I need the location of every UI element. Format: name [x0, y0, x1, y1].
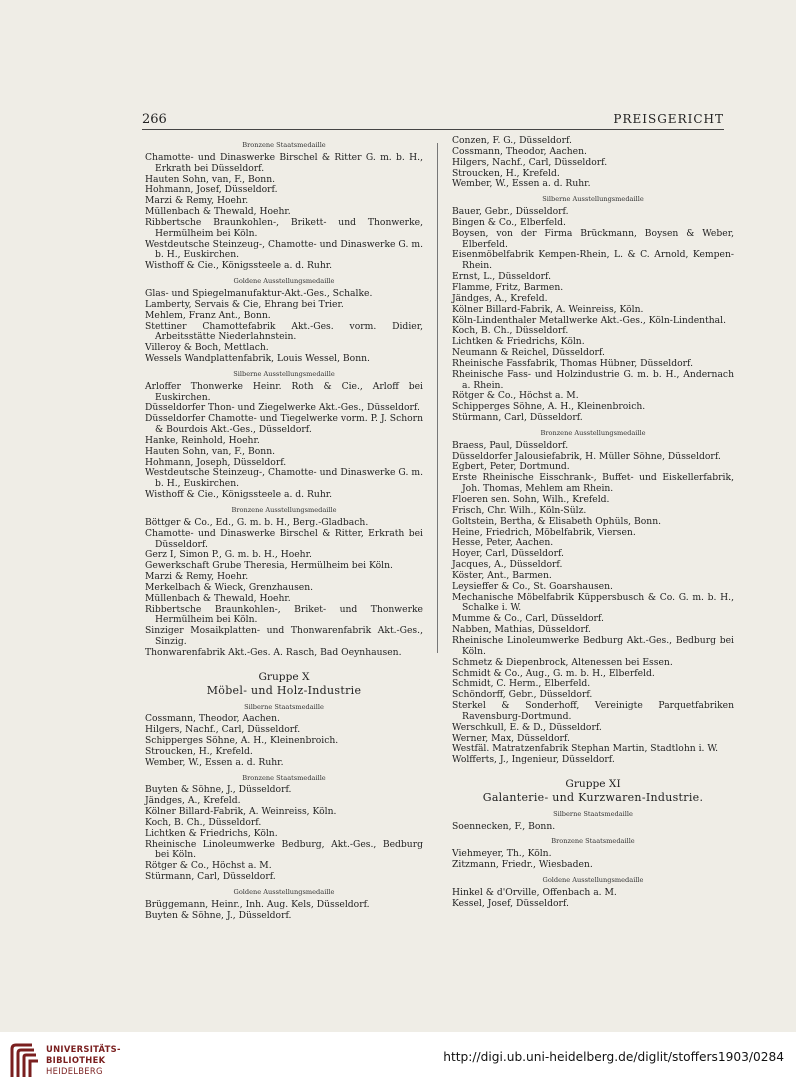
list-item: Wolfferts, J., Ingenieur, Düsseldorf. [452, 754, 615, 766]
list-item: Westfäl. Matratzenfabrik Stephan Martin, Stadtlohn i. W. [452, 743, 719, 755]
library-name-line: HEIDELBERG [46, 1066, 103, 1076]
list-item: Eisenmöbelfabrik Kempen-Rhein, L. & C. Arnold, Kempen-Rhein. [452, 249, 734, 272]
list-item: Wember, W., Essen a. d. Ruhr. [145, 756, 284, 768]
list-item: Soennecken, F., Bonn. [452, 820, 556, 832]
list-item: Villeroy & Boch, Mettlach. [145, 342, 269, 354]
medal-subheading: Bronzene Staatsmedaille [242, 773, 326, 782]
medal-subheading: Goldene Ausstellungsmedaille [542, 876, 644, 884]
list-item: Viehmeyer, Th., Köln. [452, 848, 552, 860]
list-item: Koch, B. Ch., Düsseldorf. [452, 325, 569, 337]
list-item: Stroucken, H., Krefeld. [452, 167, 560, 179]
list-item: Gewerkschaft Grube Theresia, Hermülheim bei Köln. [145, 560, 393, 572]
list-item: Cossmann, Theodor, Aachen. [145, 713, 280, 725]
medal-subheading: Bronzene Ausstellungsmedaille [231, 506, 337, 514]
list-item: Bauer, Gebr., Düsseldorf. [452, 206, 569, 218]
list-item: Müllenbach & Thewald, Hoehr. [145, 592, 291, 604]
list-item: Jacques, A., Düsseldorf. [452, 559, 563, 571]
list-item: Lichtken & Friedrichs, Köln. [452, 336, 585, 348]
page-number: 266 [142, 112, 167, 127]
list-item: Rheinische Linoleumwerke Bedburg, Akt.-Ges., Bedburg bei Köln. [145, 838, 423, 861]
list-item: Sterkel & Sonderhoff, Vereinigte Parquetfabriken Ravensburg-Dortmund. [452, 700, 734, 722]
library-logo-icon [8, 1041, 40, 1081]
list-item: Chamotte- und Dinaswerke Birschel & Ritter G. m. b. H., Erkrath bei Düsseldorf. [145, 151, 423, 174]
medal-subheading: Goldene Ausstellungsmedaille [233, 888, 335, 896]
right-column [452, 136, 734, 910]
list-item: Hauten Sohn, van, F., Bonn. [145, 445, 276, 457]
list-item: Marzi & Remy, Hoehr. [145, 195, 249, 207]
list-item: Rötger & Co., Höchst a. M. [452, 390, 579, 402]
list-item: Jändges, A., Krefeld. [452, 292, 548, 304]
list-item: Brüggemann, Heinr., Inh. Aug. Kels, Düsseldorf. [145, 898, 370, 910]
list-item: Kölner Billard-Fabrik, A. Weinreiss, Köln. [145, 806, 337, 818]
list-item: Buyten & Söhne, J., Düsseldorf. [145, 784, 292, 796]
list-item: Sinziger Mosaikplatten- und Thonwarenfabrik Akt.-Ges., Sinzig. [145, 625, 423, 648]
list-item: Stürmann, Carl, Düsseldorf. [452, 412, 583, 424]
medal-subheading: Bronzene Ausstellungsmedaille [540, 428, 646, 437]
list-item: Mumme & Co., Carl, Düsseldorf. [452, 613, 604, 625]
list-item: Hohmann, Josef, Düsseldorf. [145, 184, 278, 196]
list-item: Köln-Lindenthaler Metallwerke Akt.-Ges., Köln-Lindenthal. [452, 314, 727, 326]
medal-subheading: Silberne Ausstellungsmedaille [233, 369, 335, 378]
list-item: Wisthoff & Cie., Königssteele a. d. Ruhr. [145, 489, 333, 501]
medal-subheading: Bronzene Staatsmedaille [242, 141, 326, 149]
list-item: Ribbertsche Braunkohlen-, Briket- und Thonwerke Hermülheim bei Köln. [145, 603, 423, 626]
list-item: Hauten Sohn, van, F., Bonn. [145, 173, 276, 185]
library-name-line: BIBLIOTHEK [46, 1055, 106, 1065]
list-item: Arloffer Thonwerke Heinr. Roth & Cie., Arloff bei Euskirchen. [145, 380, 423, 403]
list-item: Düsseldorfer Chamotte- und Tiegelwerke vorm. P. J. Schorn & Bourdois Akt.-Ges., Düsseldorf. [145, 413, 423, 436]
list-item: Braess, Paul, Düsseldorf. [452, 439, 569, 451]
permalink[interactable]: http://digi.ub.uni-heidelberg.de/diglit/stoffers1903/0284 [443, 1050, 784, 1064]
list-item: Rheinische Fass- und Holzindustrie G. m. b. H., Andernach a. Rhein. [452, 368, 734, 391]
list-item: Cossmann, Theodor, Aachen. [452, 145, 587, 157]
list-item: Werschkull, E. & D., Düsseldorf. [452, 721, 602, 733]
list-item: Glas- und Spiegelmanufaktur-Akt.-Ges., Schalke. [145, 287, 373, 299]
medal-subheading: Silberne Ausstellungsmedaille [542, 195, 644, 204]
library-name [46, 1044, 121, 1077]
list-item: Goltstein, Bertha, & Elisabeth Ophüls, Bonn. [452, 515, 662, 527]
list-item: Wisthoff & Cie., Königssteele a. d. Ruhr. [145, 260, 333, 272]
list-item: Boysen, von der Firma Brückmann, Boysen & Weber, Elberfeld. [452, 227, 734, 250]
list-item: Rheinische Linoleumwerke Bedburg Akt.-Ges., Bedburg bei Köln. [452, 634, 734, 657]
medal-subheading: Goldene Ausstellungsmedaille [233, 277, 335, 286]
group-subject: Galanterie- und Kurzwaren-Industrie. [482, 790, 704, 804]
list-item: Flamme, Fritz, Barmen. [452, 281, 564, 293]
list-item: Neumann & Reichel, Düsseldorf. [452, 347, 605, 359]
list-item: Frisch, Chr. Wilh., Köln-Sülz. [452, 504, 587, 516]
medal-subheading: Silberne Staatsmedaille [553, 809, 633, 818]
list-item: Rheinische Fassfabrik, Thomas Hübner, Düsseldorf. [452, 357, 694, 369]
list-item: Gerz I, Simon P., G. m. b. H., Hoehr. [145, 549, 312, 561]
list-item: Schöndorff, Gebr., Düsseldorf. [452, 689, 593, 701]
medal-subheading: Bronzene Staatsmedaille [551, 837, 635, 846]
list-item: Ernst, L., Düsseldorf. [452, 271, 552, 283]
header-rule [142, 129, 724, 130]
footer-bar [0, 1032, 796, 1090]
list-item: Egbert, Peter, Dortmund. [452, 461, 570, 473]
group-title: Gruppe XI [565, 778, 621, 791]
list-item: Wessels Wandplattenfabrik, Louis Wessel, Bonn. [145, 353, 370, 365]
list-item: Hinkel & d'Orville, Offenbach a. M. [452, 886, 617, 898]
list-item: Heine, Friedrich, Möbelfabrik, Viersen. [452, 526, 636, 538]
list-item: Hesse, Peter, Aachen. [452, 537, 554, 549]
list-item: Erste Rheinische Eisschrank-, Buffet- und Eiskellerfabrik, Joh. Thomas, Mehlem am Rhein. [452, 472, 734, 495]
list-item: Zitzmann, Friedr., Wiesbaden. [452, 859, 593, 871]
list-item: Schipperges Söhne, A. H., Kleinenbroich. [452, 401, 646, 413]
list-item: Hanke, Reinhold, Hoehr. [145, 434, 260, 446]
list-item: Lamberty, Servais & Cie, Ehrang bei Trier. [145, 298, 344, 310]
list-item: Lichtken & Friedrichs, Köln. [145, 827, 278, 839]
list-item: Ribbertsche Braunkohlen-, Brikett- und Thonwerke, Hermülheim bei Köln. [145, 216, 423, 239]
list-item: Westdeutsche Steinzeug-, Chamotte- und Dinaswerke G. m. b. H., Euskirchen. [145, 238, 423, 261]
list-item: Stettiner Chamottefabrik Akt.-Ges. vorm. Didier, Arbeitsstätte Niederlahnstein. [145, 320, 423, 343]
list-item: Buyten & Söhne, J., Düsseldorf. [145, 909, 292, 921]
list-item: Bingen & Co., Elberfeld. [452, 216, 566, 228]
list-item: Rötger & Co., Höchst a. M. [145, 860, 272, 872]
list-item: Merkelbach & Wieck, Grenzhausen. [145, 581, 314, 593]
list-item: Hohmann, Joseph, Düsseldorf. [145, 456, 287, 468]
list-item: Hoyer, Carl, Düsseldorf. [452, 548, 564, 560]
list-item: Jändges, A., Krefeld. [145, 795, 241, 807]
list-item: Hilgers, Nachf., Carl, Düsseldorf. [145, 724, 301, 736]
list-item: Müllenbach & Thewald, Hoehr. [145, 206, 291, 218]
list-item: Düsseldorfer Jalousiefabrik, H. Müller Söhne, Düsseldorf. [452, 450, 721, 462]
list-item: Westdeutsche Steinzeug-, Chamotte- und Dinaswerke G. m. b. H., Euskirchen. [145, 467, 423, 490]
list-item: Koch, B. Ch., Düsseldorf. [145, 816, 262, 828]
list-item: Leysieffer & Co., St. Goarshausen. [452, 580, 613, 592]
list-item: Wember, W., Essen a. d. Ruhr. [452, 178, 591, 190]
left-column [145, 136, 423, 922]
group-title: Gruppe X [258, 670, 310, 683]
list-item: Kessel, Josef, Düsseldorf. [452, 897, 569, 909]
column-divider [437, 143, 438, 653]
list-item: Conzen, F. G., Düsseldorf. [452, 135, 572, 146]
list-item: Hilgers, Nachf., Carl, Düsseldorf. [452, 156, 608, 168]
list-item: Thonwarenfabrik Akt.-Ges. A. Rasch, Bad Oeynhausen. [145, 646, 402, 658]
medal-subheading: Silberne Staatsmedaille [244, 702, 324, 711]
list-item: Schmetz & Diepenbrock, Altenessen bei Essen. [452, 656, 673, 668]
list-item: Werner, Max, Düsseldorf. [452, 732, 570, 744]
list-item: Schipperges Söhne, A. H., Kleinenbroich. [145, 735, 339, 747]
list-item: Köster, Ant., Barmen. [452, 569, 552, 581]
list-item: Floeren sen. Sohn, Wilh., Krefeld. [452, 494, 610, 505]
group-subject: Möbel- und Holz-Industrie [206, 683, 362, 697]
list-item: Mechanische Möbelfabrik Küppersbusch & Co. G. m. b. H., Schalke i. W. [452, 591, 734, 614]
library-name-line: UNIVERSITÄTS- [46, 1044, 121, 1054]
list-item: Düsseldorfer Thon- und Ziegelwerke Akt.-Ges., Düsseldorf. [145, 402, 420, 414]
list-item: Nabben, Mathias, Düsseldorf. [452, 624, 591, 636]
list-item: Chamotte- und Dinaswerke Birschel & Ritter, Erkrath bei Düsseldorf. [145, 527, 423, 550]
list-item: Stürmann, Carl, Düsseldorf. [145, 871, 276, 883]
list-item: Mehlem, Franz Ant., Bonn. [145, 309, 271, 321]
list-item: Kölner Billard-Fabrik, A. Weinreiss, Köln. [452, 303, 644, 315]
list-item: Schmidt, C. Herm., Elberfeld. [452, 678, 591, 690]
list-item: Marzi & Remy, Hoehr. [145, 571, 249, 583]
list-item: Schmidt & Co., Aug., G. m. b. H., Elberfeld. [452, 667, 655, 679]
list-item: Stroucken, H., Krefeld. [145, 745, 253, 757]
list-item: Böttger & Co., Ed., G. m. b. H., Berg.-Gladbach. [145, 516, 369, 528]
running-title: PREISGERICHT [613, 112, 724, 126]
